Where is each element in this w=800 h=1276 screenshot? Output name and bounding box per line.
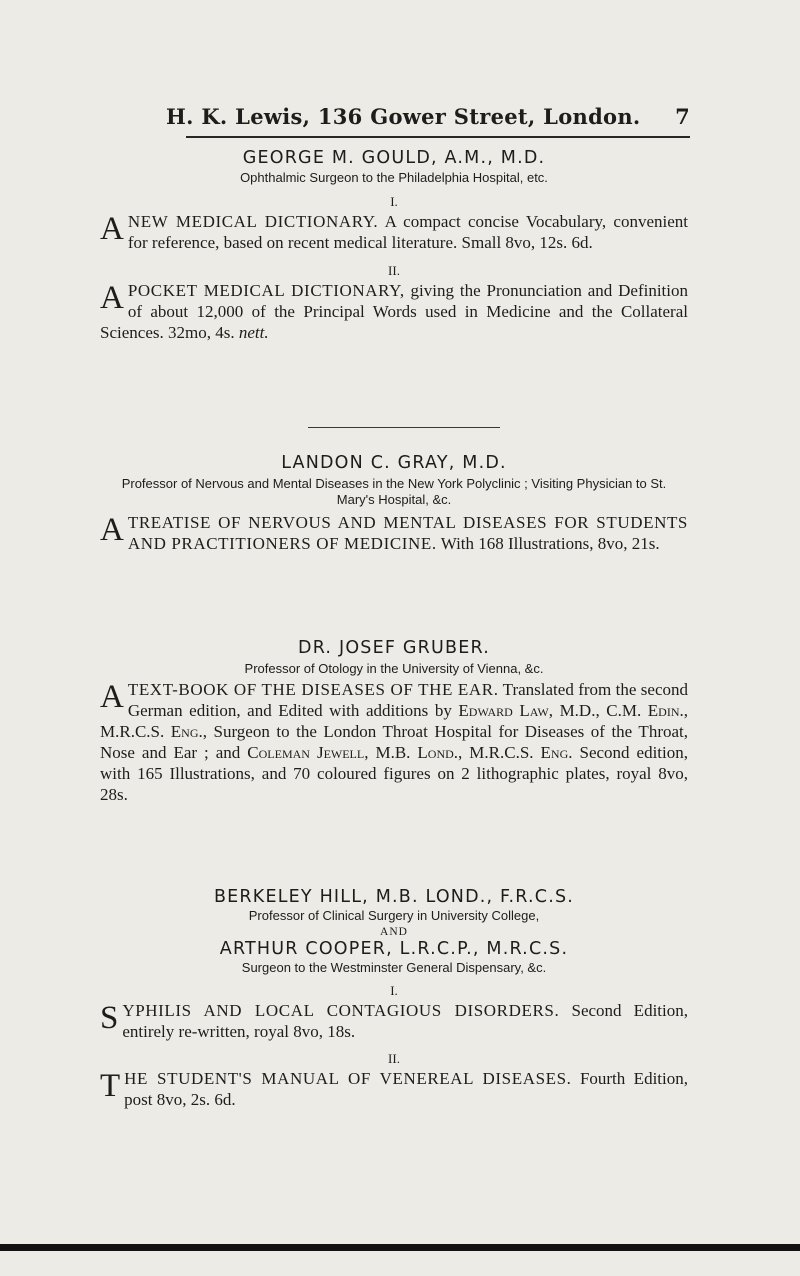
running-head (166, 104, 690, 129)
book-entry (100, 679, 688, 805)
drop-cap: A (100, 512, 124, 548)
running-head-text: H. K. Lewis, 136 Gower Street, London. (166, 104, 641, 129)
drop-cap: A (100, 679, 124, 715)
book-title: TEXT-BOOK OF THE DISEASES OF THE EAR. (127, 680, 499, 699)
book-description: giving the Pronunciation and Definition of about 12,000 of the Principal Words used in Medicine and the Collateral Sciences. 32mo, 4s. (100, 281, 689, 342)
author-heading: GEORGE M. GOULD, A.M., M.D. (242, 148, 546, 168)
author-heading: DR. JOSEF GRUBER. (298, 638, 490, 658)
drop-cap: T (100, 1068, 121, 1104)
book-entry (100, 280, 688, 343)
book-title: YPHILIS AND LOCAL CONTAGIOUS DISORDERS. (122, 1001, 560, 1020)
entry-number: II. (388, 1051, 400, 1066)
author-affiliation: Ophthalmic Surgeon to the Philadelphia Hospital, etc. (240, 170, 548, 185)
section-gruber (100, 638, 688, 805)
page-edge-shadow (0, 1244, 800, 1251)
drop-cap: S (100, 1000, 119, 1036)
section-gray (100, 453, 688, 554)
entry-number: II. (388, 263, 400, 278)
book-entry (100, 1068, 688, 1110)
book-description: Fourth Edition, post 8vo, 2s. 6d. (124, 1069, 688, 1109)
book-description: Second Edition, entirely re-written, royal 8vo, 18s. (122, 1001, 688, 1041)
book-description: With 168 Illustrations, 8vo, 21s. (440, 534, 660, 553)
author-affiliation: Professor of Nervous and Mental Diseases in the New York Polyclinic ; Visiting Physician to St. Mary's Hospital, &c. (121, 476, 667, 507)
editor-name: Edward Law (458, 701, 549, 720)
section-gould (100, 148, 688, 343)
drop-cap: A (100, 280, 124, 316)
drop-cap: A (100, 211, 124, 247)
book-entry (100, 512, 688, 554)
price-note: nett. (238, 323, 269, 342)
section-divider (308, 427, 500, 428)
book-entry (100, 1000, 688, 1042)
author-heading: LANDON C. GRAY, M.D. (281, 453, 507, 473)
and-separator: AND (380, 926, 408, 938)
book-title: TREATISE OF NERVOUS AND MENTAL DISEASES FOR STUDENTS AND PRACTITIONERS OF MEDICINE. (127, 513, 688, 553)
book-title: HE STUDENT'S MANUAL OF VENEREAL DISEASES. (124, 1069, 572, 1088)
entry-number: I. (390, 194, 398, 209)
author-heading: ARTHUR COOPER, L.R.C.P., M.R.C.S. (219, 939, 569, 959)
page-number: 7 (675, 104, 690, 129)
book-entry (100, 211, 688, 253)
author-heading: BERKELEY HILL, M.B. LOND., F.R.C.S. (213, 887, 575, 907)
author-affiliation: Surgeon to the Westminster General Dispensary, &c. (241, 960, 547, 975)
header-rule (186, 136, 690, 138)
author-affiliation: Professor of Otology in the University of Vienna, &c. (244, 661, 544, 676)
book-title: POCKET MEDICAL DICTIONARY, (127, 281, 405, 300)
book-description: A compact concise Vocabulary, convenient for reference, based on recent medical literature. Small 8vo, 12s. 6d. (127, 212, 688, 252)
author-affiliation: Professor of Clinical Surgery in University College, (248, 908, 540, 923)
book-description: Translated from the second German edition, and Edited with additions by Edward Law, M.D., C.M. Edin., M.R.C.S. Eng., Surgeon to the London Throat Hospital for Diseases of the Throat, Nose and Ear ; and Coleman Jewell, M.B. Lond., M.R.C.S. Eng. Second edition, with 165 Illustrations, and 70 coloured figures on 2 lithographic plates, royal 8vo, 28s. (100, 680, 688, 804)
book-title: NEW MEDICAL DICTIONARY. (127, 212, 379, 231)
entry-number: I. (390, 983, 398, 998)
section-hill-cooper (100, 887, 688, 1110)
editor-name: Coleman Jewell (247, 743, 365, 762)
